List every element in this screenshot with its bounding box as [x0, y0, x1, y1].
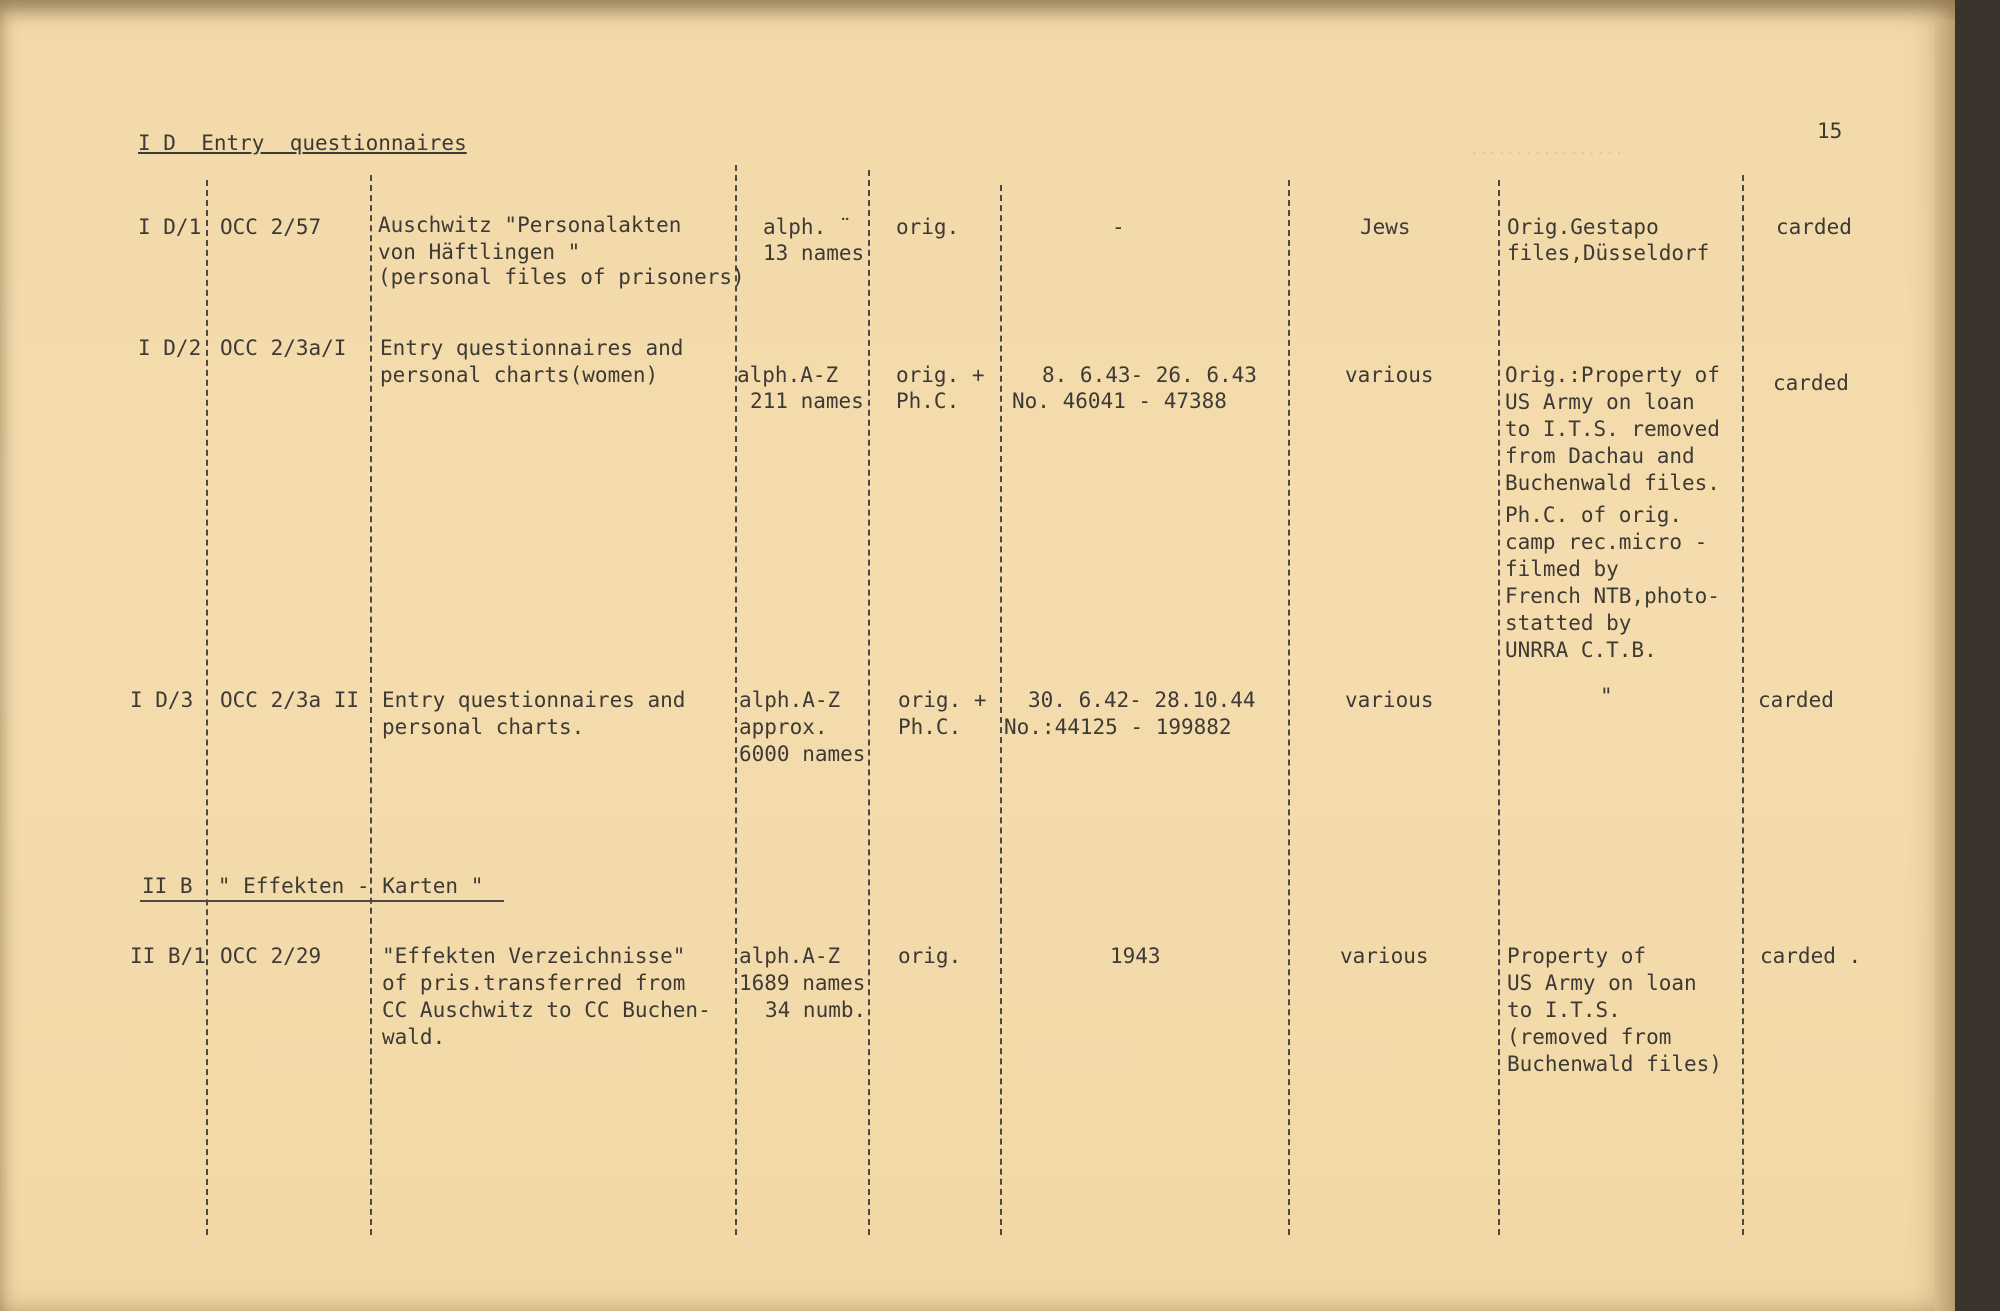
row-dates-line: No. 46041 - 47388	[1012, 389, 1227, 413]
row-id: I D/1	[138, 215, 202, 239]
row-status: carded	[1758, 688, 1834, 712]
column-divider	[735, 165, 737, 1235]
row-arrangement-line: 1689 names	[739, 971, 866, 995]
row-type-line: Ph.C.	[898, 715, 962, 739]
row-arrangement-line: 6000 names	[739, 742, 866, 766]
row-description-line: wald.	[382, 1025, 446, 1049]
page-number: 15	[1817, 119, 1843, 143]
column-divider	[868, 170, 870, 1235]
section-heading-underline	[140, 900, 504, 902]
column-divider	[1000, 185, 1002, 1235]
row-ref: OCC 2/29	[220, 944, 322, 968]
row-source-line: UNRRA C.T.B.	[1505, 638, 1657, 662]
row-arrangement-line: approx.	[739, 715, 828, 739]
row-source-line: US Army on loan	[1507, 971, 1697, 995]
row-arrangement-line: alph.A-Z	[739, 944, 841, 968]
row-description-line: von Häftlingen "	[378, 240, 581, 264]
row-type-line: orig. +	[898, 688, 987, 712]
row-source-line: Ph.C. of orig.	[1505, 503, 1683, 527]
row-source-line: statted by	[1505, 611, 1632, 635]
row-source-line: Buchenwald files.	[1505, 471, 1720, 495]
row-type-line: Ph.C.	[896, 389, 960, 413]
row-id: I D/2	[138, 336, 202, 360]
row-source-line: files,Düsseldorf	[1507, 241, 1710, 265]
column-divider	[206, 180, 208, 1235]
row-source-line: to I.T.S. removed	[1505, 417, 1720, 441]
row-source-line: US Army on loan	[1505, 390, 1695, 414]
row-source-line: filmed by	[1505, 557, 1619, 581]
row-dates-line: 30. 6.42- 28.10.44	[1028, 688, 1256, 712]
page-edge	[1935, 20, 1955, 1311]
row-source-line: Orig.:Property of	[1505, 363, 1720, 387]
row-dates-line: No.:44125 - 199882	[1004, 715, 1232, 739]
row-status: carded	[1773, 371, 1849, 395]
row-source-line: Orig.Gestapo	[1507, 215, 1659, 239]
row-arrangement-line: 34 numb.	[765, 998, 867, 1022]
column-divider	[370, 175, 372, 1235]
row-source-line: camp rec.micro -	[1505, 530, 1708, 554]
row-status: carded	[1776, 215, 1852, 239]
row-description-line: Entry questionnaires and	[380, 336, 684, 360]
row-description-line: CC Auschwitz to CC Buchen-	[382, 998, 711, 1022]
row-description-line: "Effekten Verzeichnisse"	[382, 944, 686, 968]
column-divider	[1498, 180, 1500, 1235]
row-id: II B/1	[130, 944, 206, 968]
row-dates-line: 1943	[1110, 944, 1161, 968]
row-ref: OCC 2/57	[220, 215, 322, 239]
row-id: I D/3	[130, 688, 194, 712]
background-edge	[1955, 0, 2000, 1311]
row-status: carded .	[1760, 944, 1862, 968]
row-source-line: from Dachau and	[1505, 444, 1695, 468]
row-dates-line: 8. 6.43- 26. 6.43	[1042, 363, 1257, 387]
row-description-line: Auschwitz "Personalakten	[378, 213, 682, 237]
row-description-line: (personal files of prisoners)	[378, 265, 745, 289]
row-arrangement-line: alph.A-Z	[737, 363, 839, 387]
column-divider	[1742, 175, 1744, 1235]
row-source-line: "	[1600, 684, 1613, 708]
section-heading-effekten-karten: II B " Effekten - Karten "	[142, 874, 484, 898]
row-ref: OCC 2/3a/I	[220, 336, 347, 360]
row-arrangement-line: alph.A-Z	[739, 688, 841, 712]
row-description-line: personal charts(women)	[380, 363, 659, 387]
row-arrangement-line: 13 names	[763, 241, 865, 265]
row-description-line: personal charts.	[382, 715, 585, 739]
row-category: various	[1340, 944, 1429, 968]
row-category: various	[1345, 688, 1434, 712]
column-divider	[1288, 180, 1290, 1235]
row-source-line: Buchenwald files)	[1507, 1052, 1722, 1076]
row-category: Jews	[1360, 215, 1411, 239]
row-category: various	[1345, 363, 1434, 387]
row-arrangement-line: 211 names	[750, 389, 864, 413]
row-type-line: orig. +	[896, 363, 985, 387]
row-type-line: orig.	[898, 944, 962, 968]
row-source-line: Property of	[1507, 944, 1647, 968]
row-description-line: Entry questionnaires and	[382, 688, 686, 712]
row-source-line: to I.T.S.	[1507, 998, 1621, 1022]
row-arrangement-line: alph. ¨	[763, 215, 852, 239]
row-source-line: French NTB,photo-	[1505, 584, 1720, 608]
row-source-line: (removed from	[1507, 1025, 1672, 1049]
row-description-line: of pris.transferred from	[382, 971, 686, 995]
row-type-line: orig.	[896, 215, 960, 239]
bleed-through-text: .................	[1470, 140, 1624, 158]
row-dates-line: -	[1112, 215, 1125, 239]
section-heading-entry-questionnaires: I D Entry questionnaires	[138, 131, 467, 155]
row-ref: OCC 2/3a II	[220, 688, 360, 712]
